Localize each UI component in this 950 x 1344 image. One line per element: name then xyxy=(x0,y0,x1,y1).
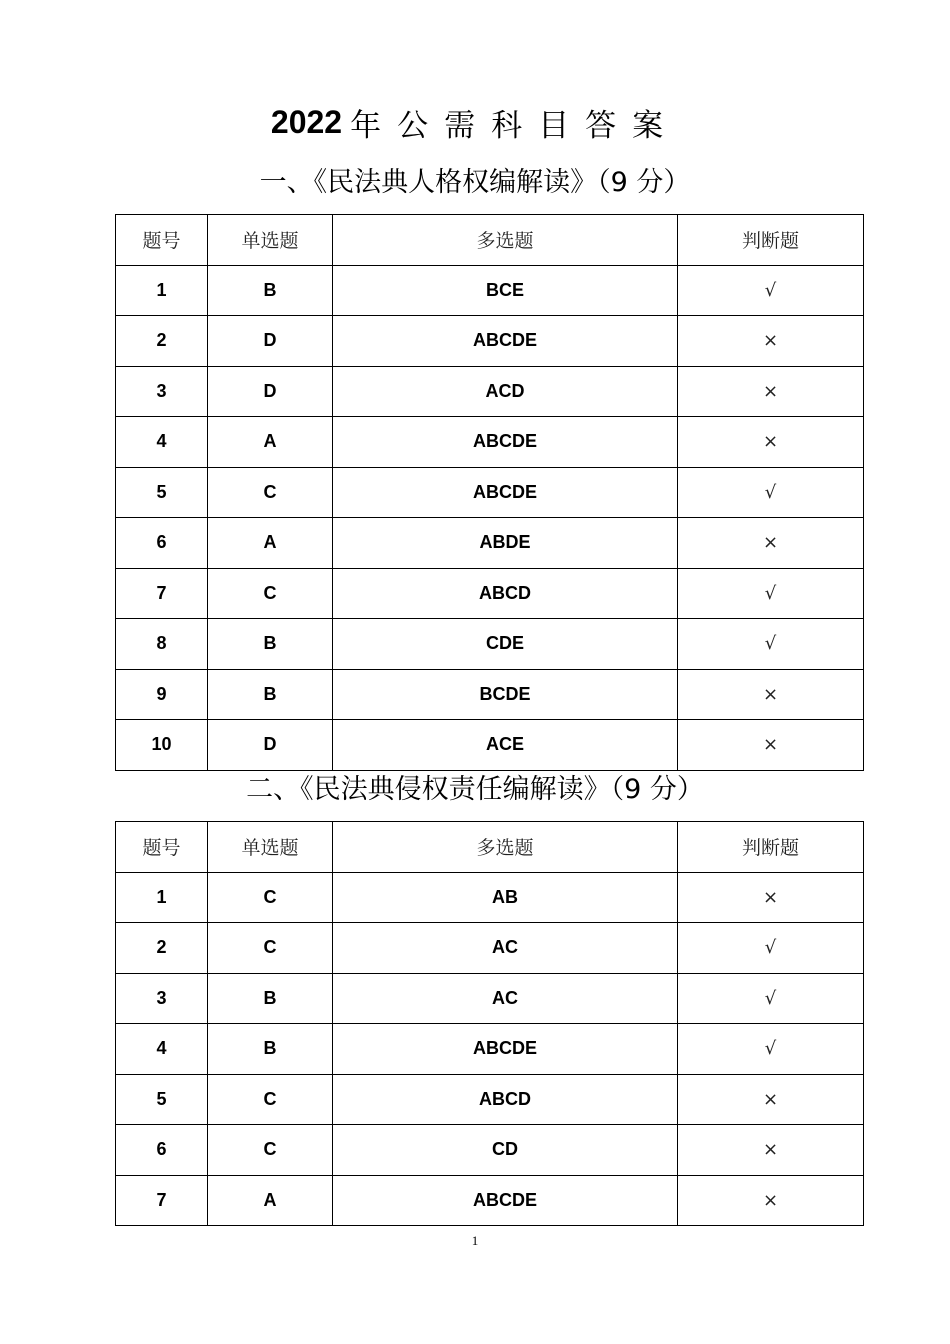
cell-question-number: 3 xyxy=(116,366,208,417)
table-row xyxy=(116,265,864,316)
cell-multiple-choice-answer: ABCDE xyxy=(333,467,678,518)
title-year: 2022 xyxy=(270,104,343,140)
cell-true-false-answer: × xyxy=(678,872,864,923)
cell-true-false-answer: × xyxy=(678,366,864,417)
cell-single-choice-answer: C xyxy=(208,467,333,518)
cell-single-choice-answer: A xyxy=(208,417,333,468)
cell-single-choice-answer: B xyxy=(208,973,333,1024)
cell-multiple-choice-answer: AC xyxy=(333,973,678,1024)
cell-multiple-choice-answer: ACE xyxy=(333,720,678,771)
cell-multiple-choice-answer: CDE xyxy=(333,619,678,670)
cell-true-false-answer: √ xyxy=(678,467,864,518)
column-header-multiple-choice: 多选题 xyxy=(333,822,678,873)
document-title xyxy=(0,100,950,150)
cell-question-number: 6 xyxy=(116,518,208,569)
table-row xyxy=(116,669,864,720)
table-row xyxy=(116,568,864,619)
cell-true-false-answer: × xyxy=(678,669,864,720)
table-row xyxy=(116,417,864,468)
column-header-single-choice: 单选题 xyxy=(208,215,333,266)
cell-single-choice-answer: C xyxy=(208,1074,333,1125)
cell-multiple-choice-answer: AC xyxy=(333,923,678,974)
cell-single-choice-answer: B xyxy=(208,1024,333,1075)
table-row xyxy=(116,973,864,1024)
cell-question-number: 10 xyxy=(116,720,208,771)
cell-multiple-choice-answer: ABDE xyxy=(333,518,678,569)
cell-multiple-choice-answer: CD xyxy=(333,1125,678,1176)
table-body xyxy=(116,872,864,1226)
table-row xyxy=(116,1024,864,1075)
cell-single-choice-answer: C xyxy=(208,923,333,974)
cell-question-number: 7 xyxy=(116,1175,208,1226)
column-header-number: 题号 xyxy=(116,215,208,266)
cell-question-number: 9 xyxy=(116,669,208,720)
cell-true-false-answer: √ xyxy=(678,265,864,316)
table-header xyxy=(116,215,864,266)
cell-question-number: 1 xyxy=(116,872,208,923)
table-header xyxy=(116,822,864,873)
cell-multiple-choice-answer: ABCD xyxy=(333,1074,678,1125)
cell-multiple-choice-answer: AB xyxy=(333,872,678,923)
column-header-multiple-choice: 多选题 xyxy=(333,215,678,266)
cell-question-number: 4 xyxy=(116,1024,208,1075)
cell-multiple-choice-answer: ACD xyxy=(333,366,678,417)
table-row xyxy=(116,366,864,417)
table-row xyxy=(116,518,864,569)
cell-multiple-choice-answer: BCDE xyxy=(333,669,678,720)
cell-question-number: 2 xyxy=(116,923,208,974)
cell-question-number: 1 xyxy=(116,265,208,316)
cell-true-false-answer: × xyxy=(678,720,864,771)
table-body xyxy=(116,265,864,770)
cell-true-false-answer: × xyxy=(678,518,864,569)
table-row xyxy=(116,316,864,367)
cell-single-choice-answer: B xyxy=(208,265,333,316)
cell-single-choice-answer: A xyxy=(208,1175,333,1226)
table-row xyxy=(116,619,864,670)
cell-true-false-answer: × xyxy=(678,1125,864,1176)
cell-single-choice-answer: D xyxy=(208,720,333,771)
cell-multiple-choice-answer: ABCDE xyxy=(333,417,678,468)
answer-table-section-2 xyxy=(115,821,864,1226)
table-row xyxy=(116,467,864,518)
cell-question-number: 5 xyxy=(116,1074,208,1125)
column-header-true-false: 判断题 xyxy=(678,215,864,266)
cell-question-number: 4 xyxy=(116,417,208,468)
cell-true-false-answer: × xyxy=(678,1074,864,1125)
header-row xyxy=(116,215,864,266)
cell-question-number: 7 xyxy=(116,568,208,619)
cell-single-choice-answer: C xyxy=(208,568,333,619)
cell-true-false-answer: √ xyxy=(678,619,864,670)
cell-question-number: 2 xyxy=(116,316,208,367)
cell-true-false-answer: × xyxy=(678,316,864,367)
cell-true-false-answer: × xyxy=(678,417,864,468)
column-header-true-false: 判断题 xyxy=(678,822,864,873)
cell-true-false-answer: √ xyxy=(678,973,864,1024)
header-row xyxy=(116,822,864,873)
table-row xyxy=(116,720,864,771)
cell-question-number: 6 xyxy=(116,1125,208,1176)
table-row xyxy=(116,1074,864,1125)
page-number: 1 xyxy=(471,1233,479,1248)
cell-multiple-choice-answer: ABCDE xyxy=(333,316,678,367)
cell-single-choice-answer: A xyxy=(208,518,333,569)
table-row xyxy=(116,923,864,974)
cell-single-choice-answer: D xyxy=(208,316,333,367)
cell-single-choice-answer: D xyxy=(208,366,333,417)
cell-question-number: 8 xyxy=(116,619,208,670)
title-text: 年公需科目答案 xyxy=(350,108,680,144)
table-row xyxy=(116,1125,864,1176)
section-2-heading: 二、《民法典侵权责任编解读》（9 分） xyxy=(246,774,704,805)
table-row xyxy=(116,872,864,923)
table-row xyxy=(116,1175,864,1226)
cell-multiple-choice-answer: ABCDE xyxy=(333,1175,678,1226)
cell-single-choice-answer: B xyxy=(208,669,333,720)
cell-question-number: 5 xyxy=(116,467,208,518)
answer-table-section-1 xyxy=(115,214,864,771)
column-header-single-choice: 单选题 xyxy=(208,822,333,873)
section-1-heading: 一、《民法典人格权编解读》（9 分） xyxy=(259,167,691,198)
cell-single-choice-answer: C xyxy=(208,1125,333,1176)
cell-true-false-answer: √ xyxy=(678,1024,864,1075)
cell-true-false-answer: √ xyxy=(678,923,864,974)
cell-single-choice-answer: B xyxy=(208,619,333,670)
cell-true-false-answer: √ xyxy=(678,568,864,619)
cell-question-number: 3 xyxy=(116,973,208,1024)
column-header-number: 题号 xyxy=(116,822,208,873)
cell-single-choice-answer: C xyxy=(208,872,333,923)
cell-multiple-choice-answer: ABCDE xyxy=(333,1024,678,1075)
cell-multiple-choice-answer: BCE xyxy=(333,265,678,316)
cell-true-false-answer: × xyxy=(678,1175,864,1226)
cell-multiple-choice-answer: ABCD xyxy=(333,568,678,619)
